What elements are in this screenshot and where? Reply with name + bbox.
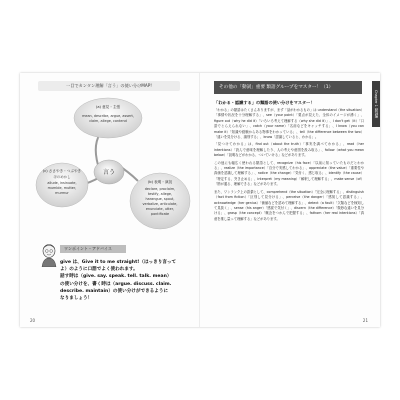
cloud-c-words-2: allude, insinuate, xyxy=(47,181,77,185)
cloud-b-words-6: pontificate xyxy=(150,212,170,216)
right-page-number: 21 xyxy=(362,318,368,323)
cloud-a-words-1: mean, describe, argue, assert, xyxy=(82,114,134,118)
hub-label: 言う xyxy=(102,169,116,176)
left-page xyxy=(20,73,200,327)
cloud-b-words-1: declare, proclaim, xyxy=(144,187,176,191)
body-paragraph: 「わかる」の類語はたくさんありますが、まず「話がわかるもの」は understand（the situation）「事情や状況を十分理解する」、see（your point）「要点が見えた、全体のイメージが湧く」、figure out（why he did it）「いろいろ考えて理解する（why she did it）」、I don't get（it）「口語でとらえられない」、catch（your name）「名前などをキャッチする」、I know（you can make it）「知識や経験からある物事をわかっている」、tell（the difference between the two）「違いを見分ける、識別する」、know「認識していると、わかる」。 xyxy=(214,108,364,140)
one-point-advice-label: ワンポイント・アドバイス xyxy=(60,245,126,253)
cloud-b-words-4: verbalize, articulate, xyxy=(142,202,178,206)
section-subhead: 「わかる・認識する」の類語の使い分けをマスター！ xyxy=(214,100,315,105)
verb-map-diagram xyxy=(20,73,200,243)
chapter-tab: Chapter 1 動詞編 xyxy=(372,81,380,127)
cloud-b-words-2: testify, allege, xyxy=(147,192,173,196)
advice-line: describe. maintain）の使い分けができるように xyxy=(60,288,169,294)
hub-node xyxy=(94,160,124,184)
body-paragraph: 「見つけてわかる」は、find out（about the truth）「事実を調べてわかる」、read（her intentions）「読んで意味を理解したり、人の考えや意図を汲み取る」、follow（what you mean below）「説明などがわかる、ついていける」などがあります。 xyxy=(214,142,364,158)
map-title: 一目でカンタン理解「言う」の使い分けMAP! xyxy=(38,81,180,91)
right-page xyxy=(200,73,380,327)
body-paragraph: また、ワンランク上の語彙として、comprehend（the situation）「完全に理解する」、distinguish（fact from fiction）「区別して見分ける」、perceive（the danger）「感知して認識する」、acknowledge（her genius）「価値などを認めて理解する」、detect（a fault）「欠陥などを検知して見抜く」、sense（his anger）「感覚で気付く」、discern（the difference）「微妙な違いを見分ける」、grasp（the concept）「概念をつかんで把握する」、fathom（her real intentions）「真意を推し量って理解する」などがあります。 xyxy=(214,189,365,221)
cloud-c-heading: (c) ささやき・つぶやき xyxy=(42,169,82,173)
cloud-c-words-3: mumble, mutter, xyxy=(47,186,77,190)
cloud-c-words-1: ほのめかし xyxy=(53,175,71,179)
cloud-b-words-5: enunciate, utter, xyxy=(145,207,175,211)
cloud-a-words-2: claim, allege, contend xyxy=(89,119,127,123)
cloud-c-words-4: murmur xyxy=(55,191,69,195)
cloud-b-heading: (b) 表明・演説 xyxy=(147,180,173,184)
cloud-b-words-3: harangue, spout, xyxy=(145,197,175,201)
advice-line: よ）のように口語でよく使われます。 xyxy=(60,267,138,273)
book-spread xyxy=(20,73,380,327)
section-title: その他の「動詞」重要 類語グループをマスター！（1） xyxy=(214,81,362,94)
teacher-avatar-icon xyxy=(40,243,58,267)
advice-line: なりましょう！ xyxy=(60,296,93,302)
body-paragraph: この他にも幅広く使われる類語として、recognize（his face）「以前に知っていたものだとわかる」、realize（the importance）「自分で実感してわかる」、appreciate（the value）「重要性や真価を認識して理解する」、notice（the change）「気付く、感じ取る」、identify（the cause）「特定する、突き止める」、interpret（my meaning）「解釈して理解する」、make sense（of）「筋が通る、理解できる」などがあります。 xyxy=(214,160,364,187)
advice-line: give は、Give it to me straight!（はっきり言って xyxy=(60,260,177,265)
left-page-number: 20 xyxy=(30,318,36,323)
cloud-c-whisper xyxy=(36,163,88,207)
cloud-b-declaration xyxy=(130,173,190,229)
cloud-a-opinion xyxy=(74,98,142,138)
body-text xyxy=(214,108,364,224)
advice-line: 話す時は（give. say. speak. tell. talk. mean） xyxy=(60,274,172,280)
advice-line: の使い分けを、書く時は（argue. discuss. claim. xyxy=(60,281,172,287)
advice-text xyxy=(60,259,182,302)
cloud-a-heading: (a) 意見・主張 xyxy=(95,105,121,109)
